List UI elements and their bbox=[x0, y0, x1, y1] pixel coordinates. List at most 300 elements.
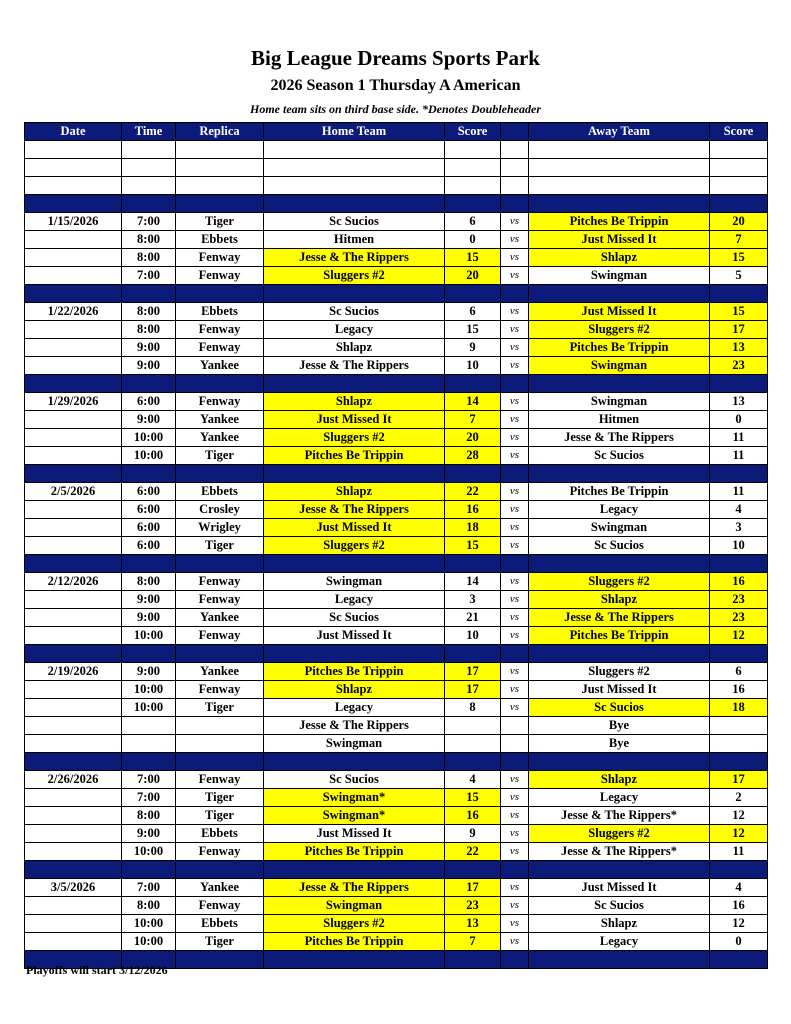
away-score-cell bbox=[710, 177, 768, 195]
away-score-cell bbox=[710, 735, 768, 753]
home-score-cell: 13 bbox=[445, 915, 501, 933]
replica-cell: Fenway bbox=[176, 249, 264, 267]
away-score-cell: 11 bbox=[710, 483, 768, 501]
week-separator-row bbox=[25, 465, 768, 483]
replica-cell: Fenway bbox=[176, 339, 264, 357]
date-cell: 2/5/2026 bbox=[25, 483, 122, 501]
table-row bbox=[25, 249, 768, 267]
home-score-cell: 14 bbox=[445, 573, 501, 591]
away-team-cell bbox=[529, 645, 710, 663]
date-cell bbox=[25, 501, 122, 519]
table-row bbox=[25, 627, 768, 645]
home-team-cell: Pitches Be Trippin bbox=[264, 933, 445, 951]
replica-cell: Fenway bbox=[176, 627, 264, 645]
vs-cell: vs bbox=[501, 231, 529, 249]
week-separator-row bbox=[25, 195, 768, 213]
away-score-cell bbox=[710, 645, 768, 663]
vs-cell bbox=[501, 465, 529, 483]
home-score-cell: 8 bbox=[445, 699, 501, 717]
vs-cell: vs bbox=[501, 789, 529, 807]
away-team-cell: Shlapz bbox=[529, 771, 710, 789]
date-cell: 1/15/2026 bbox=[25, 213, 122, 231]
away-score-cell: 17 bbox=[710, 321, 768, 339]
replica-cell: Ebbets bbox=[176, 231, 264, 249]
away-score-cell bbox=[710, 159, 768, 177]
time-cell: 9:00 bbox=[122, 609, 176, 627]
away-score-cell bbox=[710, 465, 768, 483]
replica-cell bbox=[176, 555, 264, 573]
date-cell bbox=[25, 357, 122, 375]
away-team-cell: Jesse & The Rippers* bbox=[529, 807, 710, 825]
table-row bbox=[25, 501, 768, 519]
replica-cell: Tiger bbox=[176, 447, 264, 465]
away-team-cell bbox=[529, 195, 710, 213]
home-team-cell bbox=[264, 465, 445, 483]
away-score-cell: 15 bbox=[710, 303, 768, 321]
date-cell bbox=[25, 231, 122, 249]
time-cell: 9:00 bbox=[122, 591, 176, 609]
time-cell: 9:00 bbox=[122, 357, 176, 375]
home-score-cell: 22 bbox=[445, 483, 501, 501]
home-team-cell: Swingman* bbox=[264, 789, 445, 807]
vs-cell: vs bbox=[501, 321, 529, 339]
home-team-cell: Sluggers #2 bbox=[264, 429, 445, 447]
home-team-cell: Just Missed It bbox=[264, 411, 445, 429]
vs-cell bbox=[501, 861, 529, 879]
time-cell: 10:00 bbox=[122, 627, 176, 645]
date-cell bbox=[25, 915, 122, 933]
table-row bbox=[25, 519, 768, 537]
table-row bbox=[25, 411, 768, 429]
date-cell bbox=[25, 339, 122, 357]
vs-cell: vs bbox=[501, 339, 529, 357]
home-team-cell: Sc Sucios bbox=[264, 303, 445, 321]
away-score-cell: 11 bbox=[710, 429, 768, 447]
home-team-cell bbox=[264, 555, 445, 573]
home-score-cell: 9 bbox=[445, 339, 501, 357]
replica-cell: Tiger bbox=[176, 699, 264, 717]
home-team-cell: Hitmen bbox=[264, 231, 445, 249]
date-cell bbox=[25, 159, 122, 177]
col-header-away-score: Score bbox=[710, 123, 768, 141]
home-score-cell: 22 bbox=[445, 843, 501, 861]
away-score-cell: 12 bbox=[710, 825, 768, 843]
home-score-cell bbox=[445, 141, 501, 159]
home-team-cell bbox=[264, 159, 445, 177]
away-team-cell bbox=[529, 861, 710, 879]
table-row bbox=[25, 717, 768, 735]
home-team-cell: Sluggers #2 bbox=[264, 537, 445, 555]
home-team-cell bbox=[264, 285, 445, 303]
vs-cell: vs bbox=[501, 537, 529, 555]
replica-cell bbox=[176, 375, 264, 393]
away-team-cell: Jesse & The Rippers bbox=[529, 429, 710, 447]
home-score-cell bbox=[445, 861, 501, 879]
home-team-cell: Sc Sucios bbox=[264, 771, 445, 789]
week-separator-row bbox=[25, 645, 768, 663]
date-cell bbox=[25, 717, 122, 735]
blank-row bbox=[25, 177, 768, 195]
home-team-cell: Swingman bbox=[264, 573, 445, 591]
date-cell bbox=[25, 267, 122, 285]
blank-row bbox=[25, 159, 768, 177]
table-row bbox=[25, 879, 768, 897]
away-score-cell: 10 bbox=[710, 537, 768, 555]
vs-cell bbox=[501, 285, 529, 303]
date-cell bbox=[25, 411, 122, 429]
home-score-cell: 20 bbox=[445, 429, 501, 447]
home-score-cell bbox=[445, 285, 501, 303]
date-cell bbox=[25, 609, 122, 627]
vs-cell bbox=[501, 195, 529, 213]
date-cell bbox=[25, 897, 122, 915]
away-score-cell: 4 bbox=[710, 501, 768, 519]
home-score-cell bbox=[445, 375, 501, 393]
home-score-cell bbox=[445, 159, 501, 177]
vs-cell: vs bbox=[501, 519, 529, 537]
replica-cell: Fenway bbox=[176, 843, 264, 861]
home-score-cell bbox=[445, 177, 501, 195]
time-cell: 8:00 bbox=[122, 321, 176, 339]
time-cell: 9:00 bbox=[122, 339, 176, 357]
date-cell bbox=[25, 807, 122, 825]
home-team-cell: Pitches Be Trippin bbox=[264, 843, 445, 861]
week-separator-row bbox=[25, 753, 768, 771]
date-cell bbox=[25, 681, 122, 699]
table-row bbox=[25, 609, 768, 627]
home-score-cell: 9 bbox=[445, 825, 501, 843]
time-cell bbox=[122, 141, 176, 159]
week-separator-row bbox=[25, 555, 768, 573]
date-cell: 1/22/2026 bbox=[25, 303, 122, 321]
away-score-cell: 16 bbox=[710, 573, 768, 591]
home-score-cell: 3 bbox=[445, 591, 501, 609]
time-cell bbox=[122, 735, 176, 753]
away-score-cell: 13 bbox=[710, 393, 768, 411]
col-header-replica: Replica bbox=[176, 123, 264, 141]
home-score-cell: 17 bbox=[445, 879, 501, 897]
time-cell: 6:00 bbox=[122, 519, 176, 537]
home-score-cell: 7 bbox=[445, 933, 501, 951]
home-team-cell: Sc Sucios bbox=[264, 213, 445, 231]
away-score-cell: 16 bbox=[710, 681, 768, 699]
vs-cell: vs bbox=[501, 213, 529, 231]
vs-cell: vs bbox=[501, 681, 529, 699]
away-team-cell bbox=[529, 177, 710, 195]
away-score-cell: 23 bbox=[710, 609, 768, 627]
home-team-cell: Legacy bbox=[264, 699, 445, 717]
table-row bbox=[25, 789, 768, 807]
col-header-home-score: Score bbox=[445, 123, 501, 141]
header-row bbox=[25, 123, 768, 141]
home-team-cell: Jesse & The Rippers bbox=[264, 501, 445, 519]
home-team-cell bbox=[264, 951, 445, 969]
replica-cell: Fenway bbox=[176, 591, 264, 609]
away-team-cell: Pitches Be Trippin bbox=[529, 339, 710, 357]
replica-cell bbox=[176, 717, 264, 735]
time-cell: 8:00 bbox=[122, 807, 176, 825]
time-cell: 7:00 bbox=[122, 879, 176, 897]
away-score-cell bbox=[710, 753, 768, 771]
vs-cell: vs bbox=[501, 267, 529, 285]
time-cell: 9:00 bbox=[122, 663, 176, 681]
time-cell bbox=[122, 285, 176, 303]
col-header-home-team: Home Team bbox=[264, 123, 445, 141]
date-cell: 2/19/2026 bbox=[25, 663, 122, 681]
col-header-date: Date bbox=[25, 123, 122, 141]
date-cell bbox=[25, 843, 122, 861]
away-score-cell: 11 bbox=[710, 843, 768, 861]
home-score-cell bbox=[445, 717, 501, 735]
replica-cell: Ebbets bbox=[176, 915, 264, 933]
table-row bbox=[25, 483, 768, 501]
date-cell bbox=[25, 447, 122, 465]
week-separator-row bbox=[25, 285, 768, 303]
home-team-cell: Jesse & The Rippers bbox=[264, 357, 445, 375]
away-score-cell: 6 bbox=[710, 663, 768, 681]
vs-cell: vs bbox=[501, 843, 529, 861]
away-score-cell: 7 bbox=[710, 231, 768, 249]
home-score-cell bbox=[445, 951, 501, 969]
away-team-cell: Legacy bbox=[529, 501, 710, 519]
replica-cell: Yankee bbox=[176, 609, 264, 627]
away-score-cell bbox=[710, 951, 768, 969]
replica-cell: Fenway bbox=[176, 267, 264, 285]
away-score-cell: 0 bbox=[710, 933, 768, 951]
vs-cell bbox=[501, 753, 529, 771]
away-team-cell: Hitmen bbox=[529, 411, 710, 429]
vs-cell: vs bbox=[501, 447, 529, 465]
table-row bbox=[25, 735, 768, 753]
home-score-cell: 6 bbox=[445, 303, 501, 321]
away-team-cell: Sc Sucios bbox=[529, 897, 710, 915]
schedule-table bbox=[24, 122, 768, 969]
vs-cell bbox=[501, 159, 529, 177]
vs-cell bbox=[501, 555, 529, 573]
vs-cell: vs bbox=[501, 879, 529, 897]
home-score-cell bbox=[445, 753, 501, 771]
home-team-cell bbox=[264, 195, 445, 213]
home-team-cell: Just Missed It bbox=[264, 627, 445, 645]
vs-cell: vs bbox=[501, 429, 529, 447]
home-score-cell: 10 bbox=[445, 627, 501, 645]
home-score-cell: 21 bbox=[445, 609, 501, 627]
time-cell bbox=[122, 717, 176, 735]
time-cell bbox=[122, 555, 176, 573]
away-score-cell: 15 bbox=[710, 249, 768, 267]
home-team-cell: Swingman bbox=[264, 897, 445, 915]
away-team-cell: Swingman bbox=[529, 267, 710, 285]
home-score-cell: 16 bbox=[445, 807, 501, 825]
home-score-cell: 15 bbox=[445, 537, 501, 555]
date-cell bbox=[25, 933, 122, 951]
away-score-cell: 12 bbox=[710, 627, 768, 645]
replica-cell: Wrigley bbox=[176, 519, 264, 537]
away-team-cell: Swingman bbox=[529, 393, 710, 411]
away-score-cell: 2 bbox=[710, 789, 768, 807]
away-score-cell bbox=[710, 375, 768, 393]
replica-cell bbox=[176, 177, 264, 195]
date-cell: 1/29/2026 bbox=[25, 393, 122, 411]
replica-cell bbox=[176, 735, 264, 753]
home-team-cell: Just Missed It bbox=[264, 519, 445, 537]
away-team-cell: Just Missed It bbox=[529, 303, 710, 321]
date-cell bbox=[25, 735, 122, 753]
date-cell bbox=[25, 645, 122, 663]
vs-cell: vs bbox=[501, 897, 529, 915]
away-score-cell: 23 bbox=[710, 357, 768, 375]
replica-cell: Ebbets bbox=[176, 825, 264, 843]
away-score-cell: 16 bbox=[710, 897, 768, 915]
away-team-cell: Legacy bbox=[529, 789, 710, 807]
date-cell bbox=[25, 825, 122, 843]
col-header-vs bbox=[501, 123, 529, 141]
away-team-cell: Swingman bbox=[529, 519, 710, 537]
home-team-cell: Jesse & The Rippers bbox=[264, 249, 445, 267]
replica-cell: Fenway bbox=[176, 393, 264, 411]
time-cell: 10:00 bbox=[122, 429, 176, 447]
table-row bbox=[25, 357, 768, 375]
home-score-cell: 23 bbox=[445, 897, 501, 915]
home-team-cell: Sc Sucios bbox=[264, 609, 445, 627]
time-cell: 7:00 bbox=[122, 789, 176, 807]
home-score-cell bbox=[445, 555, 501, 573]
table-row bbox=[25, 771, 768, 789]
home-score-cell bbox=[445, 195, 501, 213]
date-cell: 3/5/2026 bbox=[25, 879, 122, 897]
time-cell: 8:00 bbox=[122, 573, 176, 591]
vs-cell: vs bbox=[501, 411, 529, 429]
date-cell bbox=[25, 375, 122, 393]
replica-cell bbox=[176, 645, 264, 663]
away-team-cell: Sluggers #2 bbox=[529, 663, 710, 681]
replica-cell bbox=[176, 141, 264, 159]
table-row bbox=[25, 915, 768, 933]
home-team-cell bbox=[264, 753, 445, 771]
vs-cell: vs bbox=[501, 699, 529, 717]
table-row bbox=[25, 933, 768, 951]
replica-cell: Tiger bbox=[176, 807, 264, 825]
replica-cell: Fenway bbox=[176, 573, 264, 591]
away-team-cell bbox=[529, 951, 710, 969]
time-cell: 6:00 bbox=[122, 483, 176, 501]
away-team-cell: Just Missed It bbox=[529, 681, 710, 699]
vs-cell: vs bbox=[501, 303, 529, 321]
table-row bbox=[25, 339, 768, 357]
replica-cell: Ebbets bbox=[176, 483, 264, 501]
away-score-cell: 11 bbox=[710, 447, 768, 465]
replica-cell: Fenway bbox=[176, 321, 264, 339]
away-team-cell: Bye bbox=[529, 717, 710, 735]
vs-cell bbox=[501, 177, 529, 195]
table-row bbox=[25, 897, 768, 915]
vs-cell: vs bbox=[501, 483, 529, 501]
home-team-cell bbox=[264, 375, 445, 393]
table-row bbox=[25, 267, 768, 285]
vs-cell: vs bbox=[501, 915, 529, 933]
vs-cell: vs bbox=[501, 393, 529, 411]
schedule-body bbox=[25, 141, 768, 969]
away-team-cell: Pitches Be Trippin bbox=[529, 483, 710, 501]
away-team-cell: Sc Sucios bbox=[529, 447, 710, 465]
page-title: Big League Dreams Sports Park bbox=[251, 46, 540, 70]
replica-cell: Yankee bbox=[176, 429, 264, 447]
page-note: Home team sits on third base side. *Denotes Doubleheader bbox=[250, 102, 541, 116]
date-cell bbox=[25, 321, 122, 339]
time-cell: 9:00 bbox=[122, 825, 176, 843]
date-cell bbox=[25, 195, 122, 213]
time-cell: 10:00 bbox=[122, 843, 176, 861]
away-score-cell: 18 bbox=[710, 699, 768, 717]
home-score-cell: 4 bbox=[445, 771, 501, 789]
vs-cell bbox=[501, 735, 529, 753]
table-row bbox=[25, 663, 768, 681]
table-row bbox=[25, 447, 768, 465]
away-team-cell bbox=[529, 753, 710, 771]
away-score-cell: 12 bbox=[710, 807, 768, 825]
away-team-cell: Swingman bbox=[529, 357, 710, 375]
replica-cell: Yankee bbox=[176, 663, 264, 681]
away-score-cell bbox=[710, 141, 768, 159]
time-cell: 10:00 bbox=[122, 915, 176, 933]
replica-cell bbox=[176, 465, 264, 483]
vs-cell: vs bbox=[501, 627, 529, 645]
time-cell: 10:00 bbox=[122, 681, 176, 699]
away-team-cell bbox=[529, 159, 710, 177]
time-cell bbox=[122, 645, 176, 663]
vs-cell: vs bbox=[501, 609, 529, 627]
table-row bbox=[25, 843, 768, 861]
replica-cell: Tiger bbox=[176, 789, 264, 807]
away-score-cell: 0 bbox=[710, 411, 768, 429]
time-cell: 8:00 bbox=[122, 249, 176, 267]
away-score-cell bbox=[710, 717, 768, 735]
home-team-cell: Pitches Be Trippin bbox=[264, 447, 445, 465]
date-cell bbox=[25, 789, 122, 807]
away-team-cell bbox=[529, 375, 710, 393]
home-score-cell: 7 bbox=[445, 411, 501, 429]
home-score-cell: 15 bbox=[445, 249, 501, 267]
time-cell: 10:00 bbox=[122, 447, 176, 465]
vs-cell: vs bbox=[501, 807, 529, 825]
away-score-cell: 12 bbox=[710, 915, 768, 933]
home-team-cell: Legacy bbox=[264, 321, 445, 339]
vs-cell: vs bbox=[501, 663, 529, 681]
date-cell bbox=[25, 861, 122, 879]
table-row bbox=[25, 429, 768, 447]
date-cell bbox=[25, 537, 122, 555]
time-cell: 10:00 bbox=[122, 699, 176, 717]
away-team-cell: Just Missed It bbox=[529, 231, 710, 249]
home-team-cell: Shlapz bbox=[264, 681, 445, 699]
replica-cell: Tiger bbox=[176, 933, 264, 951]
date-cell bbox=[25, 249, 122, 267]
home-team-cell bbox=[264, 645, 445, 663]
time-cell bbox=[122, 861, 176, 879]
home-team-cell: Jesse & The Rippers bbox=[264, 717, 445, 735]
replica-cell: Crosley bbox=[176, 501, 264, 519]
home-team-cell bbox=[264, 177, 445, 195]
away-team-cell: Jesse & The Rippers* bbox=[529, 843, 710, 861]
vs-cell: vs bbox=[501, 933, 529, 951]
time-cell bbox=[122, 375, 176, 393]
away-score-cell bbox=[710, 195, 768, 213]
date-cell bbox=[25, 285, 122, 303]
away-team-cell: Sc Sucios bbox=[529, 699, 710, 717]
table-row bbox=[25, 591, 768, 609]
table-row bbox=[25, 393, 768, 411]
home-score-cell: 10 bbox=[445, 357, 501, 375]
